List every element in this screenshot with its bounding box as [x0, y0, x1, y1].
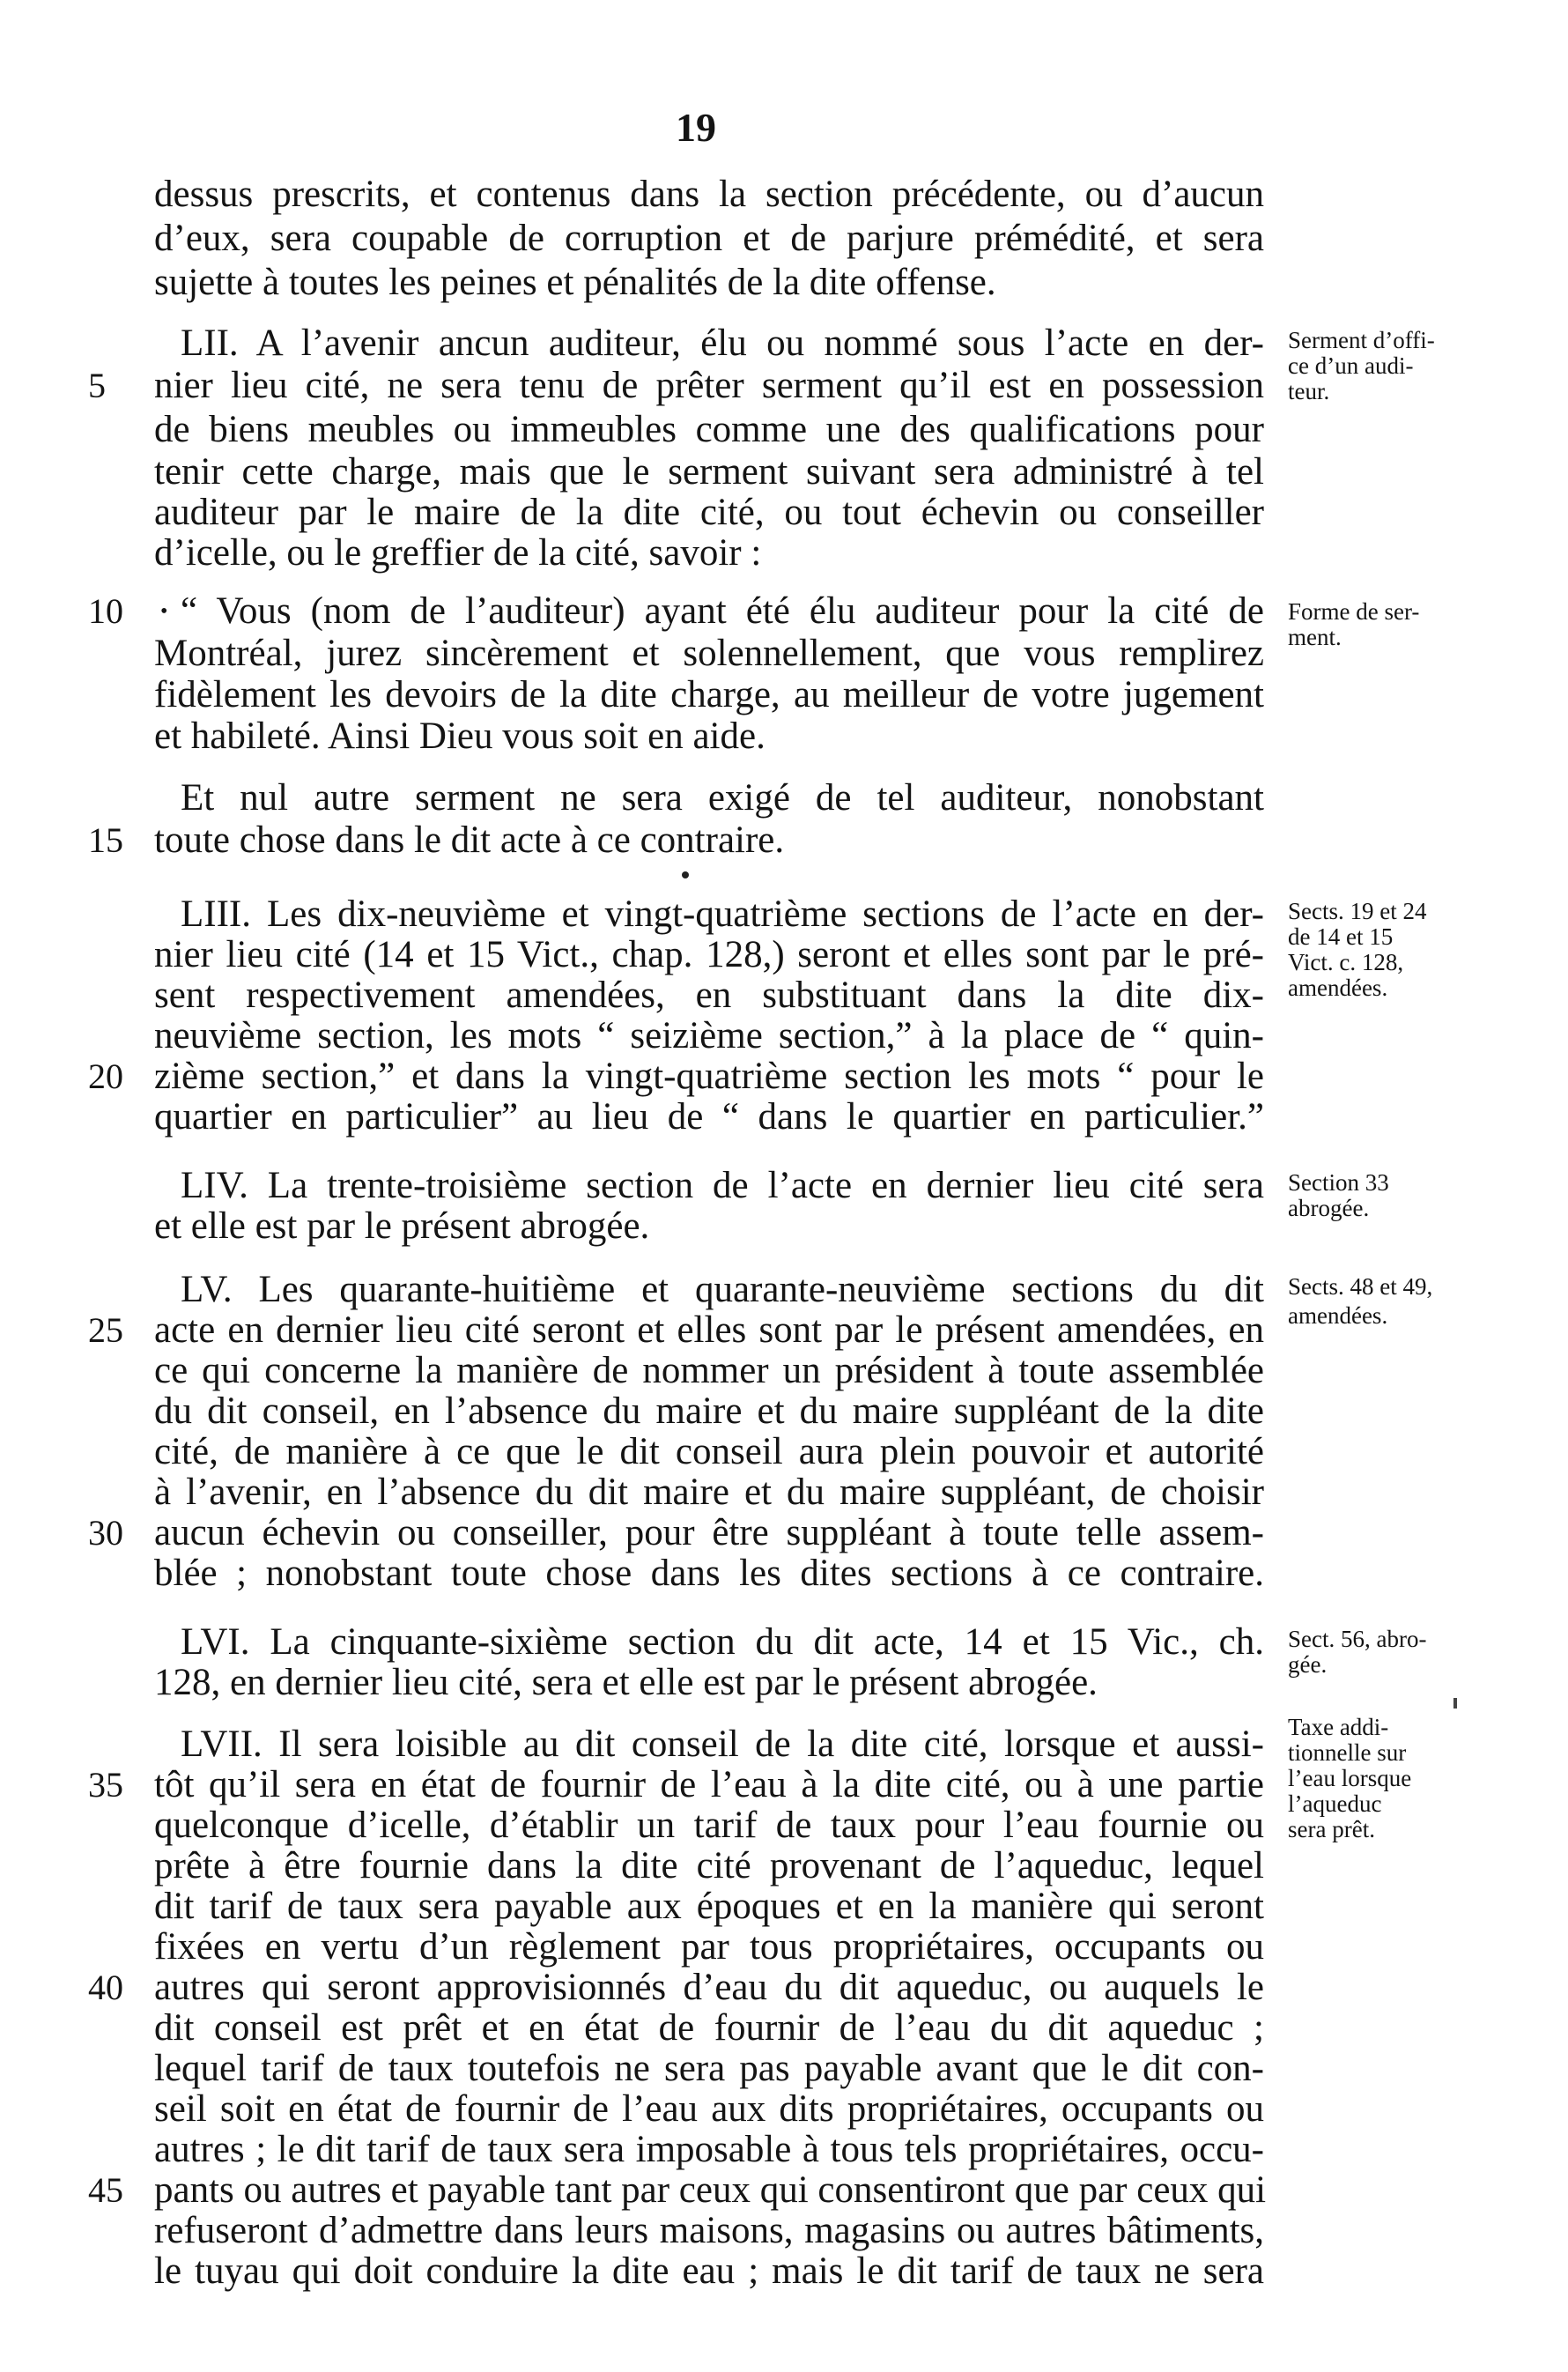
line-number: 30	[88, 1513, 123, 1553]
text-line: cité, de manière à ce que le dit conseil aura plein pouvoir et autorité	[154, 1431, 1264, 1472]
margin-note: Section 33	[1288, 1169, 1389, 1196]
text-line: LIV. La trente-troisième section de l’acte en dernier lieu cité sera	[181, 1165, 1264, 1206]
margin-note: teur.	[1288, 378, 1330, 404]
text-line: LII. A l’avenir ancun auditeur, élu ou nommé sous l’acte en der-	[181, 322, 1264, 364]
text-line: quartier en particulier” au lieu de “ dans le quartier en particulier.”	[154, 1096, 1264, 1138]
text-line: pants ou autres et payable tant par ceux qui consentiront que par ceux qui	[154, 2169, 1267, 2211]
margin-note: ment.	[1288, 624, 1342, 650]
text-line: autres qui seront approvisionnés d’eau du dit aqueduc, ou auquels le	[154, 1967, 1264, 2008]
line-number: 40	[88, 1968, 123, 2007]
margin-note: abrogée.	[1288, 1195, 1370, 1221]
line-number: 35	[88, 1765, 123, 1805]
margin-note: Sects. 19 et 24	[1288, 898, 1427, 924]
text-line: “ Vous (nom de l’auditeur) ayant été élu auditeur pour la cité de	[181, 590, 1264, 632]
text-line: du dit conseil, en l’absence du maire et du maire suppléant de la dite	[154, 1390, 1264, 1432]
text-line: aucun échevin ou conseiller, pour être suppléant à toute telle assem-	[154, 1512, 1264, 1553]
text-line: dessus prescrits, et contenus dans la section précédente, ou d’aucun	[154, 174, 1264, 215]
margin-note: de 14 et 15	[1288, 923, 1394, 950]
margin-note: Serment d’offi-	[1288, 327, 1435, 353]
ink-mark	[1453, 1698, 1457, 1709]
margin-note: Vict. c. 128,	[1288, 949, 1404, 975]
text-line: tenir cette charge, mais que le serment suivant sera administré à tel	[154, 451, 1264, 493]
text-line: Montréal, jurez sincèrement et solennellement, que vous remplirez	[154, 633, 1264, 674]
text-line: Et nul autre serment ne sera exigé de tel auditeur, nonobstant	[181, 777, 1264, 819]
text-line: à l’avenir, en l’absence du dit maire et du maire suppléant, de choisir	[154, 1471, 1264, 1513]
margin-note: ce d’un audi-	[1288, 352, 1414, 379]
text-line: prête à être fournie dans la dite cité provenant de l’aqueduc, lequel	[154, 1845, 1264, 1886]
text-line: nier lieu cité (14 et 15 Vict., chap. 128,) seront et elles sont par le pré-	[154, 934, 1264, 975]
margin-note: amendées.	[1288, 1302, 1388, 1329]
text-line: d’icelle, ou le greffier de la cité, savoir :	[154, 532, 762, 574]
text-line: dit conseil est prêt et en état de fournir de l’eau du dit aqueduc ;	[154, 2007, 1264, 2049]
margin-note: amendées.	[1288, 975, 1388, 1001]
margin-note: Taxe addi-	[1288, 1714, 1389, 1740]
line-number: 20	[88, 1056, 123, 1096]
margin-note: Sect. 56, abro-	[1288, 1626, 1427, 1652]
text-line: le tuyau qui doit conduire la dite eau ; mais le dit tarif de taux ne sera	[154, 2250, 1264, 2292]
margin-note: gée.	[1288, 1651, 1328, 1678]
text-line: sent respectivement amendées, en substituant dans la dite dix-	[154, 975, 1264, 1016]
text-line: de biens meubles ou immeubles comme une des qualifications pour	[154, 409, 1264, 450]
text-line: seil soit en état de fournir de l’eau aux dits propriétaires, occupants ou	[154, 2088, 1264, 2130]
text-line: LVII. Il sera loisible au dit conseil de la dite cité, lorsque et aussi-	[181, 1723, 1264, 1765]
text-line: zième section,” et dans la vingt-quatrième section les mots “ pour le	[154, 1056, 1264, 1097]
text-line: quelconque d’icelle, d’établir un tarif de taux pour l’eau fournie ou	[154, 1805, 1264, 1846]
margin-note: Sects. 48 et 49,	[1288, 1273, 1433, 1300]
line-number: 45	[88, 2170, 123, 2210]
line-number: 10	[88, 591, 123, 631]
text-line: fidèlement les devoirs de la dite charge, au meilleur de votre jugement	[154, 674, 1264, 715]
text-line: ce qui concerne la manière de nommer un président à toute assemblée	[154, 1350, 1264, 1391]
text-line: d’eux, sera coupable de corruption et de parjure prémédité, et sera	[154, 218, 1264, 259]
text-line: auditeur par le maire de la dite cité, ou tout échevin ou conseiller	[154, 492, 1264, 533]
quote-bullet: •	[160, 600, 168, 623]
text-line: lequel tarif de taux toutefois ne sera pas payable avant que le dit con-	[154, 2048, 1264, 2089]
text-line: LVI. La cinquante-sixième section du dit acte, 14 et 15 Vic., ch.	[181, 1621, 1264, 1663]
text-line: 128, en dernier lieu cité, sera et elle est par le présent abrogée.	[154, 1662, 1098, 1703]
margin-note: tionnelle sur	[1288, 1739, 1407, 1766]
margin-note: l’aqueduc	[1288, 1790, 1382, 1817]
text-line: LV. Les quarante-huitième et quarante-neuvième sections du dit	[181, 1269, 1264, 1310]
page-number: 19	[676, 105, 716, 150]
margin-note: Forme de ser-	[1288, 598, 1420, 625]
line-number: 25	[88, 1310, 123, 1350]
text-line: et elle est par le présent abrogée.	[154, 1205, 650, 1247]
text-line: et habileté. Ainsi Dieu vous soit en aide.	[154, 715, 766, 757]
text-line: sujette à toutes les peines et pénalités de la dite offense.	[154, 262, 996, 303]
text-line: toute chose dans le dit acte à ce contraire.	[154, 819, 785, 861]
text-line: neuvième section, les mots “ seizième section,” à la place de “ quin-	[154, 1015, 1264, 1056]
text-line: acte en dernier lieu cité seront et elles sont par le présent amendées, en	[154, 1309, 1264, 1351]
line-number: 5	[88, 366, 106, 405]
text-line: LIII. Les dix-neuvième et vingt-quatrième sections de l’acte en der-	[181, 893, 1264, 935]
ink-dot	[682, 871, 689, 878]
line-number: 15	[88, 820, 123, 860]
margin-note: sera prêt.	[1288, 1816, 1375, 1842]
text-line: nier lieu cité, ne sera tenu de prêter serment qu’il est en possession	[154, 365, 1264, 406]
text-line: fixées en vertu d’un règlement par tous propriétaires, occupants ou	[154, 1926, 1264, 1968]
text-line: tôt qu’il sera en état de fournir de l’eau à la dite cité, ou à une partie	[154, 1764, 1264, 1805]
text-line: blée ; nonobstant toute chose dans les dites sections à ce contraire.	[154, 1553, 1264, 1594]
text-line: autres ; le dit tarif de taux sera imposable à tous tels propriétaires, occu-	[154, 2129, 1264, 2170]
text-line: dit tarif de taux sera payable aux époques et en la manière qui seront	[154, 1886, 1264, 1927]
text-line: refuseront d’admettre dans leurs maisons, magasins ou autres bâtiments,	[154, 2210, 1264, 2251]
margin-note: l’eau lorsque	[1288, 1765, 1412, 1791]
